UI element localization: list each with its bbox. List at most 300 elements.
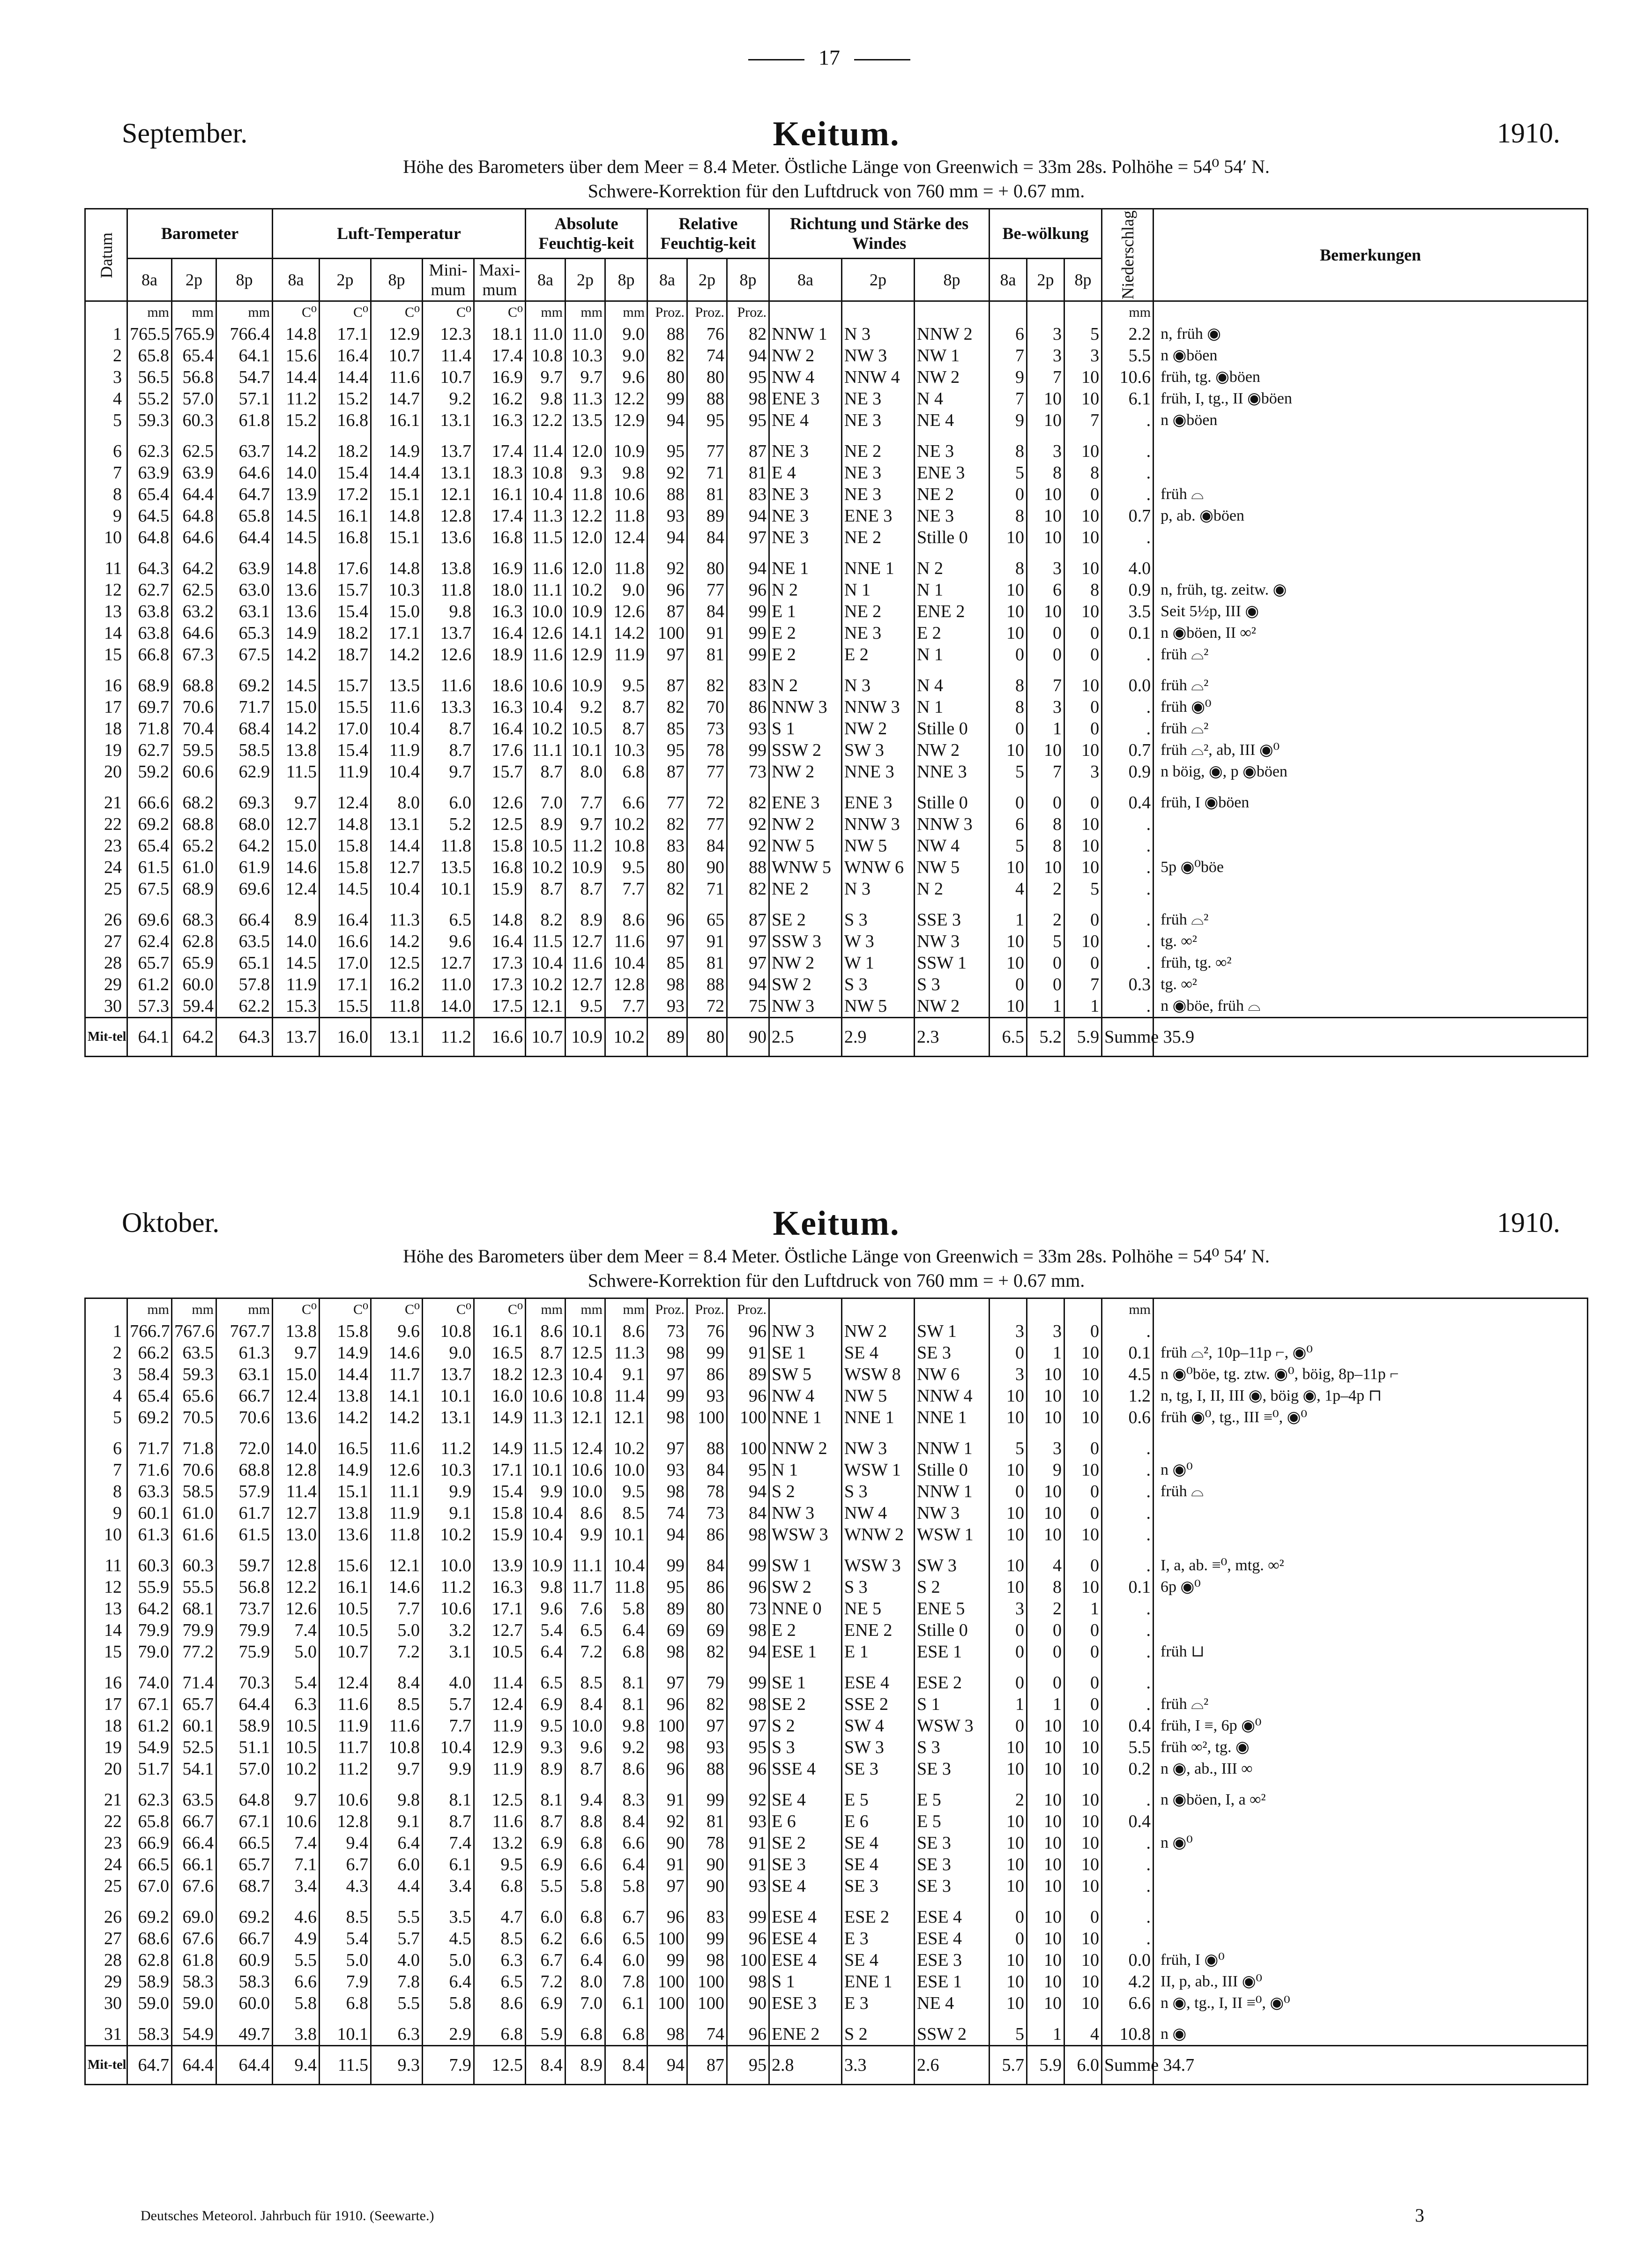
- value-cell: SSE 2: [842, 1694, 915, 1715]
- value-cell: 6.8: [474, 1875, 526, 1897]
- value-cell: 4.4: [371, 1875, 423, 1897]
- value-cell: 10: [1027, 1481, 1064, 1502]
- value-cell: WSW 1: [842, 1459, 915, 1481]
- value-cell: 88: [687, 388, 727, 410]
- value-cell: 91: [647, 1854, 687, 1875]
- value-cell: 61.5: [216, 1524, 273, 1545]
- value-cell: NE 4: [769, 410, 842, 431]
- value-cell: 92: [727, 835, 769, 857]
- value-cell: 3: [1027, 696, 1064, 718]
- group-spacer: [85, 2014, 1588, 2023]
- value-cell: 91: [687, 622, 727, 644]
- value-cell: 15.9: [474, 878, 526, 900]
- value-cell: 10: [1064, 675, 1102, 696]
- value-cell: Proz.: [687, 301, 727, 323]
- value-cell: 1.2: [1102, 1385, 1153, 1407]
- value-cell: 84: [727, 1502, 769, 1524]
- value-cell: 4: [1027, 1555, 1064, 1576]
- value-cell: 8.5: [320, 1906, 371, 1928]
- value-cell: 10: [1027, 1385, 1064, 1407]
- value-cell: [1064, 1897, 1102, 1906]
- table-row: [85, 366, 1588, 388]
- value-cell: 90: [687, 857, 727, 878]
- value-cell: 12.3: [423, 323, 474, 345]
- value-cell: [526, 1663, 566, 1672]
- value-cell: 5.2: [423, 813, 474, 835]
- value-cell: 6.4: [423, 1971, 474, 1992]
- value-cell: 10.3: [566, 345, 605, 366]
- value-cell: 84: [687, 1555, 727, 1576]
- value-cell: 7.2: [371, 1641, 423, 1663]
- value-cell: Stille 0: [915, 718, 990, 739]
- value-cell: 93: [727, 718, 769, 739]
- date-cell: 19: [85, 1737, 127, 1758]
- col-8p: 8p: [371, 258, 423, 301]
- value-cell: [647, 900, 687, 909]
- value-cell: 14.4: [371, 462, 423, 484]
- value-cell: 63.5: [216, 931, 273, 952]
- value-cell: .: [1102, 909, 1153, 931]
- col-2p: 2p: [566, 258, 605, 301]
- value-cell: [127, 1428, 172, 1438]
- value-cell: E 1: [842, 1641, 915, 1663]
- value-cell: 64.6: [172, 527, 216, 548]
- remark-cell: [1153, 835, 1588, 857]
- value-cell: 6: [990, 813, 1027, 835]
- value-cell: 10: [1064, 1875, 1102, 1897]
- value-cell: 14.7: [371, 388, 423, 410]
- value-cell: NNE 3: [842, 761, 915, 783]
- group-spacer: [85, 783, 1588, 792]
- value-cell: 11.6: [566, 952, 605, 974]
- value-cell: 74: [687, 2023, 727, 2046]
- value-cell: [605, 1780, 647, 1789]
- value-cell: .: [1102, 1524, 1153, 1545]
- remark-cell: [1153, 1017, 1588, 1056]
- value-cell: 5.0: [320, 1949, 371, 1971]
- value-cell: 65.4: [127, 835, 172, 857]
- value-cell: SE 4: [842, 1832, 915, 1854]
- value-cell: 10.5: [320, 1598, 371, 1619]
- value-cell: ENE 3: [769, 792, 842, 813]
- date-cell: 16: [85, 1672, 127, 1694]
- value-cell: 9.1: [605, 1364, 647, 1385]
- value-cell: 10: [1027, 1928, 1064, 1949]
- remark-cell: p, ab. ◉böen: [1153, 505, 1588, 527]
- value-cell: S 2: [915, 1576, 990, 1598]
- remark-cell: n ◉böen: [1153, 410, 1588, 431]
- value-cell: 17.6: [474, 739, 526, 761]
- value-cell: 66.7: [172, 1811, 216, 1832]
- value-cell: 96: [727, 1928, 769, 1949]
- date-cell: 23: [85, 1832, 127, 1854]
- value-cell: 64.4: [216, 1694, 273, 1715]
- value-cell: 68.2: [172, 792, 216, 813]
- value-cell: 54.7: [216, 366, 273, 388]
- table-row: [85, 1321, 1588, 1342]
- value-cell: 1: [1027, 1694, 1064, 1715]
- value-cell: [423, 1780, 474, 1789]
- value-cell: 3: [1027, 1438, 1064, 1459]
- value-cell: [842, 548, 915, 558]
- value-cell: 10: [1027, 1789, 1064, 1811]
- station-title: Keitum.: [773, 115, 900, 153]
- value-cell: 72: [687, 792, 727, 813]
- value-cell: 10: [1064, 813, 1102, 835]
- value-cell: [320, 783, 371, 792]
- value-cell: 65.3: [216, 622, 273, 644]
- value-cell: mm: [172, 1298, 216, 1321]
- value-cell: 15.8: [320, 857, 371, 878]
- value-cell: [687, 2014, 727, 2023]
- value-cell: 2: [1027, 909, 1064, 931]
- table-row: [85, 1342, 1588, 1364]
- value-cell: SSW 2: [915, 2023, 990, 2046]
- value-cell: 12.8: [605, 974, 647, 995]
- value-cell: 11.2: [566, 835, 605, 857]
- value-cell: 57.9: [216, 1481, 273, 1502]
- value-cell: mm: [216, 301, 273, 323]
- value-cell: 8.7: [526, 1342, 566, 1364]
- value-cell: 65.2: [172, 835, 216, 857]
- value-cell: [647, 1545, 687, 1555]
- value-cell: 65.8: [127, 345, 172, 366]
- value-cell: 63.0: [216, 579, 273, 601]
- col-8a: 8a: [769, 258, 842, 301]
- value-cell: E 3: [842, 1992, 915, 2014]
- value-cell: 13.1: [371, 1017, 423, 1056]
- value-cell: [566, 900, 605, 909]
- value-cell: NW 2: [915, 739, 990, 761]
- value-cell: 68.1: [172, 1598, 216, 1619]
- value-cell: 92: [647, 1811, 687, 1832]
- value-cell: [474, 2014, 526, 2023]
- value-cell: [371, 783, 423, 792]
- value-cell: ENE 2: [915, 601, 990, 622]
- value-cell: 2.6: [915, 2046, 990, 2085]
- value-cell: [915, 665, 990, 675]
- value-cell: 15.5: [320, 696, 371, 718]
- value-cell: 96: [647, 1906, 687, 1928]
- value-cell: 10.3: [605, 739, 647, 761]
- value-cell: 6.1: [605, 1992, 647, 2014]
- value-cell: 10.4: [605, 1555, 647, 1576]
- value-cell: 13.9: [474, 1555, 526, 1576]
- value-cell: SW 1: [915, 1321, 990, 1342]
- value-cell: NW 3: [769, 1321, 842, 1342]
- value-cell: 10.5: [273, 1737, 320, 1758]
- value-cell: 52.5: [172, 1737, 216, 1758]
- value-cell: 0: [990, 1672, 1027, 1694]
- value-cell: [1064, 301, 1102, 323]
- value-cell: 95: [687, 410, 727, 431]
- remark-cell: früh ⌓²: [1153, 644, 1588, 665]
- value-cell: 11.7: [566, 1576, 605, 1598]
- value-cell: 0: [1027, 644, 1064, 665]
- value-cell: 10.6: [320, 1789, 371, 1811]
- value-cell: 12.4: [320, 792, 371, 813]
- value-cell: [216, 1545, 273, 1555]
- date-cell: Mit-tel: [85, 1017, 127, 1056]
- value-cell: [1027, 900, 1064, 909]
- value-cell: [216, 548, 273, 558]
- value-cell: 90: [687, 1854, 727, 1875]
- value-cell: 11.1: [371, 1481, 423, 1502]
- remark-cell: n, früh ◉: [1153, 323, 1588, 345]
- value-cell: 98: [727, 1971, 769, 1992]
- remark-cell: früh, tg. ◉böen: [1153, 366, 1588, 388]
- value-cell: 3.5: [1102, 601, 1153, 622]
- value-cell: 67.6: [172, 1875, 216, 1897]
- value-cell: [769, 1545, 842, 1555]
- value-cell: SE 3: [915, 1342, 990, 1364]
- value-cell: 10: [1064, 1576, 1102, 1598]
- value-cell: 12.4: [566, 1438, 605, 1459]
- value-cell: 11.3: [566, 388, 605, 410]
- value-cell: 9.6: [526, 1598, 566, 1619]
- value-cell: [842, 431, 915, 440]
- value-cell: [990, 431, 1027, 440]
- value-cell: 14.9: [474, 1407, 526, 1428]
- value-cell: 61.0: [172, 1502, 216, 1524]
- value-cell: 6.8: [566, 1906, 605, 1928]
- value-cell: 9.8: [605, 1715, 647, 1737]
- value-cell: 9.6: [371, 1321, 423, 1342]
- value-cell: .: [1102, 1854, 1153, 1875]
- remark-cell: n ◉böen, II ∞²: [1153, 622, 1588, 644]
- value-cell: [842, 900, 915, 909]
- value-cell: NW 6: [915, 1364, 990, 1385]
- value-cell: 79.0: [127, 1641, 172, 1663]
- value-cell: 10.7: [320, 1641, 371, 1663]
- value-cell: 13.7: [423, 622, 474, 644]
- value-cell: [1027, 1428, 1064, 1438]
- value-cell: NNW 4: [915, 1385, 990, 1407]
- remark-cell: früh, tg. ∞²: [1153, 952, 1588, 974]
- value-cell: 64.4: [216, 527, 273, 548]
- value-cell: 14.8: [273, 323, 320, 345]
- value-cell: 8.6: [605, 1758, 647, 1780]
- value-cell: 71: [687, 878, 727, 900]
- value-cell: 14.6: [371, 1342, 423, 1364]
- value-cell: 95: [727, 1737, 769, 1758]
- value-cell: 80: [687, 1017, 727, 1056]
- value-cell: NNW 1: [915, 1438, 990, 1459]
- value-cell: 12.6: [423, 644, 474, 665]
- value-cell: E 4: [769, 462, 842, 484]
- value-cell: 0: [990, 1342, 1027, 1364]
- value-cell: 64.5: [127, 505, 172, 527]
- value-cell: [1102, 1780, 1153, 1789]
- value-cell: 73: [687, 1502, 727, 1524]
- value-cell: [320, 548, 371, 558]
- value-cell: [566, 665, 605, 675]
- value-cell: .: [1102, 410, 1153, 431]
- value-cell: [915, 1780, 990, 1789]
- value-cell: NNE 0: [769, 1598, 842, 1619]
- value-cell: 10.3: [371, 579, 423, 601]
- value-cell: 10.1: [423, 1385, 474, 1407]
- value-cell: 12.6: [526, 622, 566, 644]
- value-cell: 3.1: [423, 1641, 474, 1663]
- value-cell: 16.0: [320, 1017, 371, 1056]
- value-cell: 67.1: [216, 1811, 273, 1832]
- col-8a: 8a: [273, 258, 320, 301]
- value-cell: 9.5: [605, 675, 647, 696]
- value-cell: 17.4: [474, 440, 526, 462]
- value-cell: 87: [647, 601, 687, 622]
- value-cell: 6.8: [605, 2023, 647, 2046]
- remark-cell: 5p ◉⁰böe: [1153, 857, 1588, 878]
- value-cell: [769, 301, 842, 323]
- value-cell: 6.4: [605, 1619, 647, 1641]
- date-cell: 8: [85, 1481, 127, 1502]
- value-cell: [172, 1663, 216, 1672]
- remark-cell: n ◉⁰böe, tg. ztw. ◉⁰, böig, 8p–11p ⌐: [1153, 1364, 1588, 1385]
- value-cell: Proz.: [647, 301, 687, 323]
- value-cell: [172, 665, 216, 675]
- month-title: September.: [122, 118, 248, 149]
- remark-cell: [1153, 1428, 1588, 1438]
- mean-row: [85, 2046, 1588, 2085]
- value-cell: [1102, 1545, 1153, 1555]
- value-cell: [371, 1780, 423, 1789]
- value-cell: 59.3: [127, 410, 172, 431]
- value-cell: 2: [1027, 878, 1064, 900]
- value-cell: [1102, 783, 1153, 792]
- value-cell: 6.4: [526, 1641, 566, 1663]
- value-cell: 100: [647, 1971, 687, 1992]
- value-cell: 10: [990, 527, 1027, 548]
- value-cell: [526, 665, 566, 675]
- value-cell: 73: [687, 718, 727, 739]
- remark-cell: früh ⌓²: [1153, 718, 1588, 739]
- value-cell: [1064, 1663, 1102, 1672]
- table-row: [85, 1502, 1588, 1524]
- value-cell: 765.9: [172, 323, 216, 345]
- value-cell: 5.8: [605, 1875, 647, 1897]
- value-cell: 8.7: [423, 1811, 474, 1832]
- value-cell: 94: [727, 1481, 769, 1502]
- value-cell: 14.2: [273, 644, 320, 665]
- value-cell: ENE 3: [842, 792, 915, 813]
- value-cell: 65.8: [216, 505, 273, 527]
- value-cell: Stille 0: [915, 1619, 990, 1641]
- value-cell: [990, 1298, 1027, 1321]
- value-cell: 16.3: [474, 1576, 526, 1598]
- value-cell: 94: [727, 505, 769, 527]
- value-cell: 81: [687, 484, 727, 505]
- value-cell: 72: [687, 995, 727, 1018]
- value-cell: 94: [647, 2046, 687, 2085]
- value-cell: 100: [647, 1715, 687, 1737]
- value-cell: 14.0: [273, 462, 320, 484]
- date-cell: 1: [85, 323, 127, 345]
- value-cell: [769, 1897, 842, 1906]
- value-cell: 11.9: [320, 761, 371, 783]
- value-cell: 6.3: [273, 1694, 320, 1715]
- value-cell: [647, 2014, 687, 2023]
- value-cell: [474, 1663, 526, 1672]
- value-cell: .: [1102, 995, 1153, 1018]
- remark-cell: früh ⌓², ab, III ◉⁰: [1153, 739, 1588, 761]
- value-cell: WSW 3: [769, 1524, 842, 1545]
- value-cell: [1027, 431, 1064, 440]
- value-cell: 10.7: [526, 1017, 566, 1056]
- value-cell: 9.9: [566, 1524, 605, 1545]
- value-cell: SE 1: [769, 1342, 842, 1364]
- value-cell: 68.3: [172, 909, 216, 931]
- value-cell: S 3: [769, 1737, 842, 1758]
- value-cell: [605, 2014, 647, 2023]
- value-cell: 11.9: [371, 739, 423, 761]
- value-cell: 8.4: [526, 2046, 566, 2085]
- value-cell: [915, 1897, 990, 1906]
- value-cell: 7: [1027, 761, 1064, 783]
- value-cell: 69.2: [127, 813, 172, 835]
- value-cell: 79: [687, 1672, 727, 1694]
- remark-cell: n böig, ◉, p ◉böen: [1153, 761, 1588, 783]
- value-cell: N 3: [842, 878, 915, 900]
- table-row: [85, 1524, 1588, 1545]
- value-cell: 80: [647, 366, 687, 388]
- value-cell: 0.4: [1102, 792, 1153, 813]
- value-cell: [1027, 1780, 1064, 1789]
- value-cell: 59.2: [127, 761, 172, 783]
- value-cell: NW 3: [915, 931, 990, 952]
- date-cell: 4: [85, 1385, 127, 1407]
- value-cell: 12.6: [371, 1459, 423, 1481]
- date-cell: 1: [85, 1321, 127, 1342]
- value-cell: 64.3: [216, 1017, 273, 1056]
- value-cell: NE 3: [842, 622, 915, 644]
- value-cell: 97: [727, 931, 769, 952]
- date-cell: [85, 1428, 127, 1438]
- value-cell: 9.6: [605, 366, 647, 388]
- value-cell: Stille 0: [915, 527, 990, 548]
- value-cell: 85: [647, 718, 687, 739]
- date-cell: 15: [85, 1641, 127, 1663]
- value-cell: [371, 1897, 423, 1906]
- value-cell: 74: [647, 1502, 687, 1524]
- value-cell: [842, 1780, 915, 1789]
- value-cell: 86: [687, 1576, 727, 1598]
- value-cell: 60.0: [172, 974, 216, 995]
- value-cell: 12.5: [474, 1789, 526, 1811]
- value-cell: 7: [1064, 974, 1102, 995]
- value-cell: 10: [990, 857, 1027, 878]
- value-cell: 15.2: [273, 410, 320, 431]
- value-cell: 0.9: [1102, 579, 1153, 601]
- value-cell: [727, 665, 769, 675]
- value-cell: [423, 900, 474, 909]
- date-cell: 27: [85, 1928, 127, 1949]
- value-cell: 11.2: [273, 388, 320, 410]
- value-cell: 59.0: [127, 1992, 172, 2014]
- value-cell: 17.1: [371, 622, 423, 644]
- value-cell: 1: [1027, 718, 1064, 739]
- table-row: [85, 2023, 1588, 2046]
- value-cell: 10.6: [526, 1385, 566, 1407]
- value-cell: 10: [1064, 931, 1102, 952]
- value-cell: 10: [1064, 1407, 1102, 1428]
- value-cell: 10: [990, 1811, 1027, 1832]
- value-cell: NW 3: [842, 345, 915, 366]
- value-cell: [842, 1428, 915, 1438]
- date-cell: 3: [85, 366, 127, 388]
- value-cell: 6.7: [526, 1949, 566, 1971]
- value-cell: 98: [647, 2023, 687, 2046]
